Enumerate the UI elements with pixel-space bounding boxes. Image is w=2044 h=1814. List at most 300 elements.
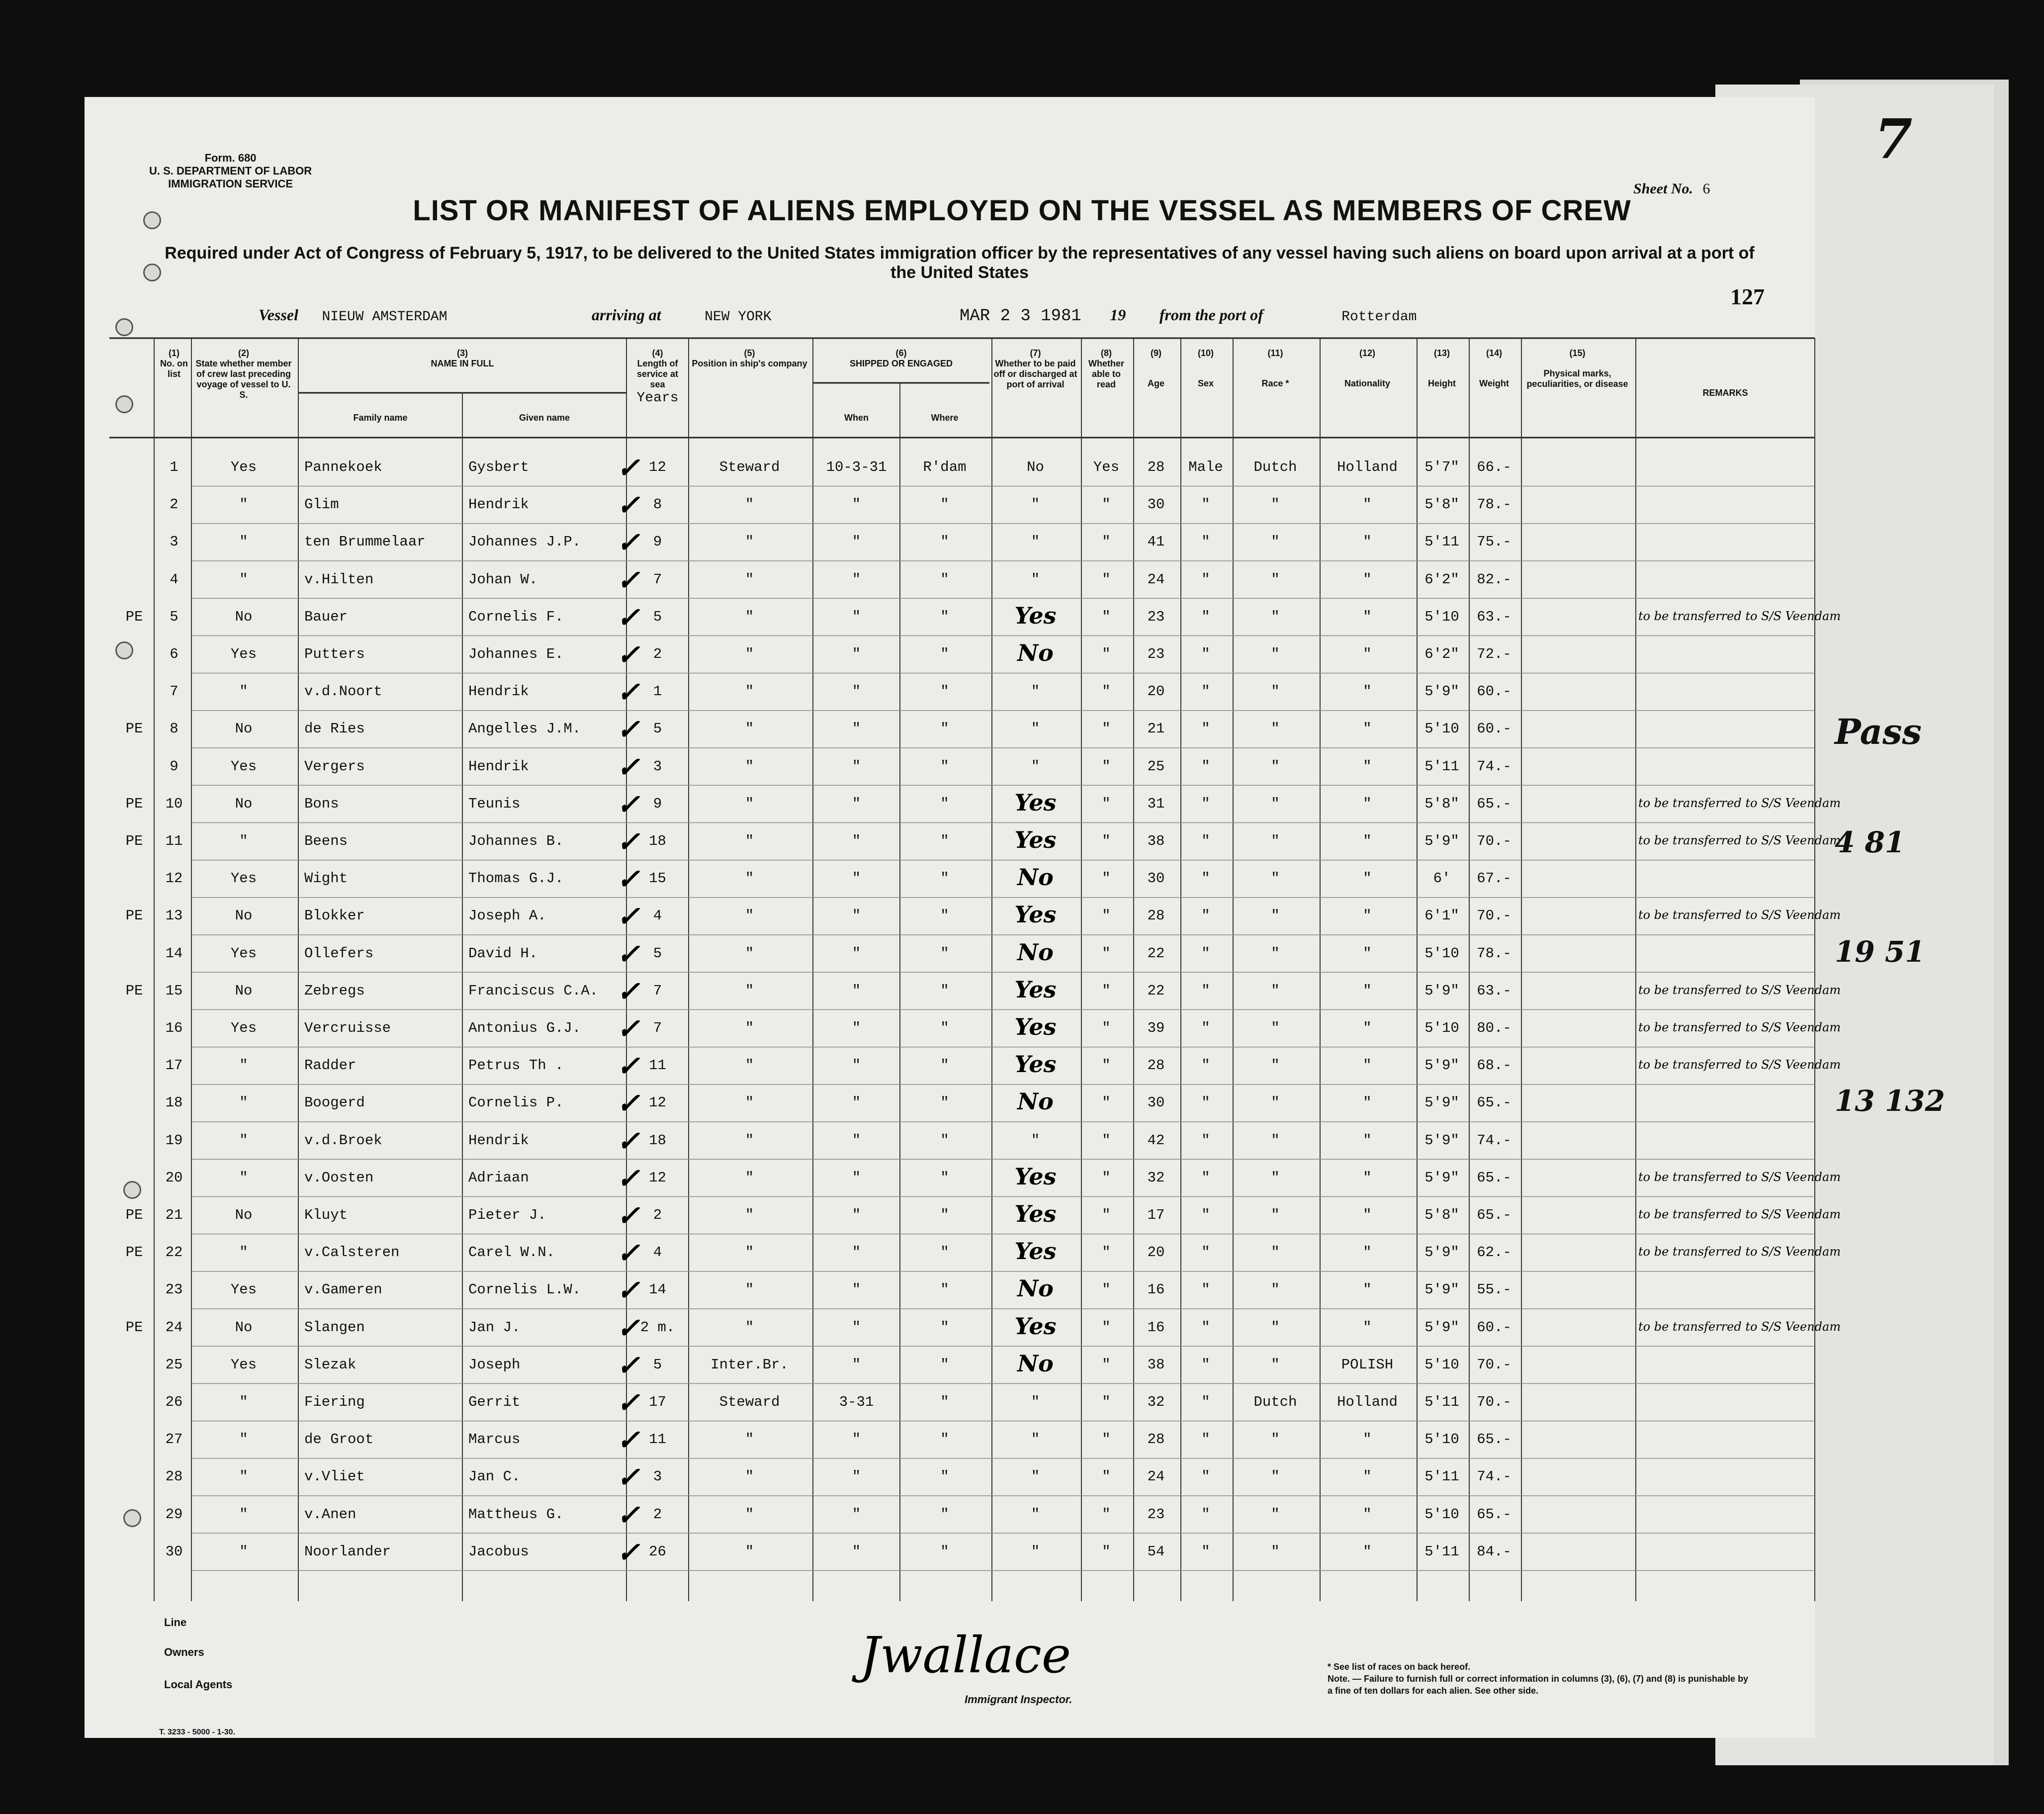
cell-where: " xyxy=(940,1281,949,1298)
cell-service: 5 xyxy=(653,608,662,625)
check-mark-icon: ✓ xyxy=(617,1124,640,1158)
col-header-name: (3) NAME IN FULL xyxy=(431,348,494,368)
cell-service: 3 xyxy=(653,758,662,775)
cell-sex: " xyxy=(1201,534,1210,550)
cell-position: " xyxy=(745,1094,754,1111)
check-mark-icon: ✓ xyxy=(617,1424,640,1457)
cell-age: 39 xyxy=(1147,1020,1165,1036)
cell-age: 24 xyxy=(1147,571,1165,588)
local-agents-label: Local Agents xyxy=(164,1678,233,1691)
cell-where: " xyxy=(940,721,949,737)
cell-where: " xyxy=(940,982,949,999)
cell-position: " xyxy=(745,608,754,625)
cell-read: " xyxy=(1102,534,1111,550)
cell-family: Ollefers xyxy=(304,945,374,962)
cell-read: " xyxy=(1102,1506,1111,1523)
arriving-label: arriving at xyxy=(592,306,661,324)
check-mark-icon: ✓ xyxy=(617,937,640,971)
cell-family: Kluyt xyxy=(304,1207,348,1223)
cell-family: v.Hilten xyxy=(304,571,374,588)
cell-nat: " xyxy=(1363,534,1372,550)
cell-age: 23 xyxy=(1147,1506,1165,1523)
cell-where: " xyxy=(940,1057,949,1074)
cell-where: " xyxy=(940,1431,949,1448)
cell-paid-off: " xyxy=(1031,1431,1040,1448)
document-subtitle: Required under Act of Congress of February 5, 1917, to be delivered to the United States immigration officer by the representatives of any vessel having such aliens on board upon arrival at a port of the United States xyxy=(165,244,1755,282)
cell-where: " xyxy=(940,1394,949,1410)
from-port: Rotterdam xyxy=(1341,309,1417,325)
check-mark-icon: ✓ xyxy=(617,1461,640,1494)
cell-sex: " xyxy=(1201,1319,1210,1336)
cell-when: " xyxy=(852,1431,861,1448)
cell-given: Johannes B. xyxy=(468,833,564,849)
margin-note: 7 xyxy=(1874,107,1913,171)
col-header-age: (9) Age xyxy=(1147,348,1164,388)
cell-prev: No xyxy=(235,608,253,625)
cell-paid-off: Yes xyxy=(1014,1163,1057,1190)
arrival-port: NEW YORK xyxy=(705,309,772,325)
vessel-label: Vessel xyxy=(259,306,298,324)
cell-sex: " xyxy=(1201,945,1210,962)
cell-paid-off: No xyxy=(1017,938,1054,966)
cell-paid-off: " xyxy=(1031,1543,1040,1560)
cell-read: Yes xyxy=(1093,459,1120,475)
cell-prev: Yes xyxy=(230,758,257,775)
cell-sex: " xyxy=(1201,496,1210,513)
cell-height: 5'10 xyxy=(1424,945,1459,962)
cell-weight: 84.- xyxy=(1477,1543,1511,1560)
cell-race: " xyxy=(1271,907,1280,924)
cell-read: " xyxy=(1102,1020,1111,1036)
cell-paid-off: " xyxy=(1031,1394,1040,1410)
cell-where: " xyxy=(940,1244,949,1261)
cell-where: " xyxy=(940,758,949,775)
cell-family: Noorlander xyxy=(304,1543,391,1560)
cell-nat: " xyxy=(1363,721,1372,737)
cell-no: 3 xyxy=(170,534,178,550)
cell-sex: " xyxy=(1201,1468,1210,1485)
cell-remarks: to be transferred to S/S Veendam xyxy=(1638,1207,1841,1221)
cell-position: Steward xyxy=(719,1394,780,1410)
cell-when: " xyxy=(852,1132,861,1149)
cell-height: 5'9" xyxy=(1424,1132,1459,1149)
cell-weight: 65.- xyxy=(1477,1207,1511,1223)
print-code: T. 3233 - 5000 - 1-30. xyxy=(159,1728,235,1736)
cell-height: 5'9" xyxy=(1424,982,1459,999)
cell-no: 4 xyxy=(170,571,178,588)
cell-service: 2 xyxy=(653,1506,662,1523)
cell-no: 13 xyxy=(165,907,183,924)
cell-prev: No xyxy=(235,721,253,737)
cell-age: 42 xyxy=(1147,1132,1165,1149)
cell-pe: PE xyxy=(125,833,143,849)
page-number: 127 xyxy=(1730,284,1765,309)
cell-nat: " xyxy=(1363,1132,1372,1149)
cell-nat: " xyxy=(1363,1169,1372,1186)
cell-nat: " xyxy=(1363,683,1372,700)
cell-no: 25 xyxy=(165,1356,183,1373)
cell-position: " xyxy=(745,1543,754,1560)
col-header-shipped: (6) SHIPPED OR ENGAGED xyxy=(849,348,953,368)
cell-age: 17 xyxy=(1147,1207,1165,1223)
cell-position: " xyxy=(745,795,754,812)
cell-when: " xyxy=(852,1281,861,1298)
cell-height: 5'9" xyxy=(1424,1057,1459,1074)
cell-race: " xyxy=(1271,1319,1280,1336)
cell-no: 20 xyxy=(165,1169,183,1186)
cell-where: " xyxy=(940,1169,949,1186)
cell-nat: " xyxy=(1363,1281,1372,1298)
cell-given: Jan C. xyxy=(468,1468,521,1485)
cell-service: 5 xyxy=(653,721,662,737)
cell-prev: " xyxy=(239,1132,248,1149)
cell-weight: 65.- xyxy=(1477,795,1511,812)
col-header-read: (8) Whether able to read xyxy=(1088,348,1124,389)
cell-given: Hendrik xyxy=(468,758,529,775)
cell-family: ten Brummelaar xyxy=(304,534,426,550)
cell-given: Cornelis F. xyxy=(468,608,564,625)
cell-prev: " xyxy=(239,496,248,513)
cell-position: " xyxy=(745,1506,754,1523)
cell-prev: No xyxy=(235,795,253,812)
cell-paid-off: Yes xyxy=(1014,1238,1057,1265)
cell-nat: " xyxy=(1363,608,1372,625)
cell-prev: Yes xyxy=(230,870,257,887)
cell-age: 24 xyxy=(1147,1468,1165,1485)
cell-when: " xyxy=(852,534,861,550)
cell-race: " xyxy=(1271,1468,1280,1485)
cell-where: " xyxy=(940,496,949,513)
cell-prev: " xyxy=(239,1094,248,1111)
cell-race: " xyxy=(1271,721,1280,737)
cell-no: 7 xyxy=(170,683,178,700)
cell-where: " xyxy=(940,833,949,849)
cell-given: Johan W. xyxy=(468,571,538,588)
cell-family: Blokker xyxy=(304,907,365,924)
vessel-name: NIEUW AMSTERDAM xyxy=(322,309,447,325)
cell-pe: PE xyxy=(125,721,143,737)
check-mark-icon: ✓ xyxy=(617,638,640,671)
margin-note: 19 51 xyxy=(1835,935,1925,969)
cell-race: " xyxy=(1271,646,1280,662)
cell-weight: 62.- xyxy=(1477,1244,1511,1261)
cell-nat: Holland xyxy=(1337,1394,1398,1410)
cell-height: 5'9" xyxy=(1424,1281,1459,1298)
cell-prev: " xyxy=(239,571,248,588)
cell-where: R'dam xyxy=(923,459,967,475)
cell-sex: " xyxy=(1201,646,1210,662)
cell-weight: 72.- xyxy=(1477,646,1511,662)
cell-sex: Male xyxy=(1188,459,1223,475)
sheet-value: 6 xyxy=(1702,181,1710,197)
cell-sex: " xyxy=(1201,1020,1210,1036)
cell-height: 5'9" xyxy=(1424,1244,1459,1261)
cell-family: v.Anen xyxy=(304,1506,356,1523)
cell-nat: " xyxy=(1363,571,1372,588)
year-label: 19 xyxy=(1110,306,1126,324)
cell-weight: 82.- xyxy=(1477,571,1511,588)
cell-read: " xyxy=(1102,1319,1111,1336)
cell-read: " xyxy=(1102,1543,1111,1560)
cell-where: " xyxy=(940,1319,949,1336)
cell-given: Johannes E. xyxy=(468,646,564,662)
cell-weight: 67.- xyxy=(1477,870,1511,887)
check-mark-icon: ✓ xyxy=(617,452,640,484)
cell-read: " xyxy=(1102,646,1111,662)
cell-position: " xyxy=(745,534,754,550)
cell-remarks: to be transferred to S/S Veendam xyxy=(1638,908,1841,922)
cell-read: " xyxy=(1102,571,1111,588)
cell-age: 38 xyxy=(1147,833,1165,849)
cell-service: 5 xyxy=(653,1356,662,1373)
cell-race: " xyxy=(1271,571,1280,588)
cell-weight: 70.- xyxy=(1477,907,1511,924)
line-label: Line xyxy=(164,1616,187,1629)
cell-nat: " xyxy=(1363,833,1372,849)
cell-when: " xyxy=(852,1356,861,1373)
cell-paid-off: Yes xyxy=(1014,976,1057,1003)
cell-age: 23 xyxy=(1147,608,1165,625)
col-header-height: (13) Height xyxy=(1428,348,1456,388)
cell-read: " xyxy=(1102,1394,1111,1410)
cell-race: Dutch xyxy=(1253,1394,1297,1410)
cell-sex: " xyxy=(1201,1207,1210,1223)
cell-where: " xyxy=(940,534,949,550)
cell-nat: " xyxy=(1363,1468,1372,1485)
cell-age: 28 xyxy=(1147,1431,1165,1448)
cell-race: " xyxy=(1271,1506,1280,1523)
cell-paid-off: " xyxy=(1031,1132,1040,1149)
cell-remarks: to be transferred to S/S Veendam xyxy=(1638,796,1841,810)
cell-prev: Yes xyxy=(230,1356,257,1373)
cell-age: 32 xyxy=(1147,1169,1165,1186)
cell-height: 5'8" xyxy=(1424,795,1459,812)
cell-height: 5'9" xyxy=(1424,833,1459,849)
cell-race: " xyxy=(1271,1094,1280,1111)
cell-when: " xyxy=(852,1169,861,1186)
cell-race: " xyxy=(1271,1431,1280,1448)
cell-when: " xyxy=(852,1468,861,1485)
check-mark-icon: ✓ xyxy=(617,900,640,933)
cell-sex: " xyxy=(1201,683,1210,700)
cell-remarks: to be transferred to S/S Veendam xyxy=(1638,1058,1841,1072)
cell-paid-off: " xyxy=(1031,721,1040,737)
cell-read: " xyxy=(1102,1169,1111,1186)
service-name: IMMIGRATION SERVICE xyxy=(168,178,293,190)
cell-no: 29 xyxy=(165,1506,183,1523)
check-mark-icon: ✓ xyxy=(617,975,640,1008)
cell-where: " xyxy=(940,1132,949,1149)
footnotes xyxy=(1328,1661,1755,1697)
cell-when: " xyxy=(852,1057,861,1074)
cell-sex: " xyxy=(1201,1057,1210,1074)
check-mark-icon: ✓ xyxy=(617,1536,640,1569)
cell-no: 16 xyxy=(165,1020,183,1036)
cell-paid-off: No xyxy=(1017,639,1054,666)
cell-read: " xyxy=(1102,1356,1111,1373)
cell-position: " xyxy=(745,1020,754,1036)
cell-age: 28 xyxy=(1147,459,1165,475)
cell-sex: " xyxy=(1201,608,1210,625)
cell-age: 28 xyxy=(1147,907,1165,924)
cell-remarks: to be transferred to S/S Veendam xyxy=(1638,1170,1841,1184)
cell-prev: " xyxy=(239,1506,248,1523)
cell-race: " xyxy=(1271,1057,1280,1074)
cell-height: 6' xyxy=(1433,870,1451,887)
sheet-label: Sheet No. xyxy=(1633,181,1693,197)
cell-nat: " xyxy=(1363,1244,1372,1261)
cell-when: " xyxy=(852,982,861,999)
cell-age: 25 xyxy=(1147,758,1165,775)
cell-position: " xyxy=(745,1244,754,1261)
cell-where: " xyxy=(940,945,949,962)
cell-prev: " xyxy=(239,833,248,849)
check-mark-icon: ✓ xyxy=(617,1012,640,1045)
check-mark-icon: ✓ xyxy=(617,750,640,784)
cell-paid-off: Yes xyxy=(1014,826,1057,853)
check-mark-icon: ✓ xyxy=(617,1274,640,1307)
cell-service: 4 xyxy=(653,1244,662,1261)
col-header-position: (5) Position in ship's company xyxy=(692,348,807,368)
cell-height: 5'10 xyxy=(1424,1356,1459,1373)
cell-given: Adriaan xyxy=(468,1169,529,1186)
cell-race: " xyxy=(1271,1207,1280,1223)
cell-no: 8 xyxy=(170,721,178,737)
cell-family: v.d.Noort xyxy=(304,683,382,700)
cell-when: " xyxy=(852,907,861,924)
cell-height: 6'1" xyxy=(1424,907,1459,924)
cell-no: 1 xyxy=(170,459,178,475)
cell-paid-off: " xyxy=(1031,683,1040,700)
cell-given: Hendrik xyxy=(468,1132,529,1149)
cell-when: " xyxy=(852,945,861,962)
cell-prev: Yes xyxy=(230,945,257,962)
cell-given: Carel W.N. xyxy=(468,1244,555,1261)
cell-no: 12 xyxy=(165,870,183,887)
cell-given: Thomas G.J. xyxy=(468,870,564,887)
cell-given: Jacobus xyxy=(468,1543,529,1560)
cell-where: " xyxy=(940,1543,949,1560)
cell-age: 16 xyxy=(1147,1319,1165,1336)
cell-weight: 63.- xyxy=(1477,982,1511,999)
cell-position: " xyxy=(745,1132,754,1149)
cell-paid-off: " xyxy=(1031,1468,1040,1485)
cell-age: 16 xyxy=(1147,1281,1165,1298)
cell-paid-off: Yes xyxy=(1014,901,1057,928)
cell-where: " xyxy=(940,907,949,924)
cell-age: 54 xyxy=(1147,1543,1165,1560)
cell-paid-off: " xyxy=(1031,571,1040,588)
cell-sex: " xyxy=(1201,795,1210,812)
cell-prev: Yes xyxy=(230,459,257,475)
cell-service: 2 xyxy=(653,1207,662,1223)
cell-height: 5'10 xyxy=(1424,1506,1459,1523)
cell-prev: " xyxy=(239,1394,248,1410)
cell-family: de Ries xyxy=(304,721,365,737)
check-mark-icon: ✓ xyxy=(617,825,640,858)
col-header-no: (1) No. on list xyxy=(160,348,188,379)
check-mark-icon: ✓ xyxy=(617,713,640,746)
cell-weight: 78.- xyxy=(1477,496,1511,513)
margin-note: 4 81 xyxy=(1835,825,1905,859)
cell-family: Slangen xyxy=(304,1319,365,1336)
cell-position: " xyxy=(745,907,754,924)
cell-paid-off: No xyxy=(1027,459,1044,475)
cell-paid-off: Yes xyxy=(1014,1312,1057,1340)
check-mark-icon: ✓ xyxy=(617,1386,640,1419)
check-mark-icon: ✓ xyxy=(617,1050,640,1083)
cell-sex: " xyxy=(1201,1431,1210,1448)
cell-race: " xyxy=(1271,833,1280,849)
cell-family: Pannekoek xyxy=(304,459,382,475)
cell-paid-off: Yes xyxy=(1014,789,1057,816)
cell-service: 1 xyxy=(653,683,662,700)
cell-service: 7 xyxy=(653,982,662,999)
cell-no: 9 xyxy=(170,758,178,775)
cell-given: Jan J. xyxy=(468,1319,521,1336)
cell-position: " xyxy=(745,833,754,849)
cell-nat: " xyxy=(1363,1543,1372,1560)
cell-age: 20 xyxy=(1147,1244,1165,1261)
check-mark-icon: ✓ xyxy=(617,1498,640,1532)
cell-family: v.Gameren xyxy=(304,1281,382,1298)
cell-read: " xyxy=(1102,795,1111,812)
cell-service: 12 xyxy=(649,1169,666,1186)
cell-where: " xyxy=(940,795,949,812)
cell-given: Gysbert xyxy=(468,459,529,475)
cell-race: " xyxy=(1271,496,1280,513)
inspector-label: Immigrant Inspector. xyxy=(965,1693,1072,1706)
cell-paid-off: " xyxy=(1031,534,1040,550)
cell-position: " xyxy=(745,1431,754,1448)
cell-position: " xyxy=(745,1319,754,1336)
cell-no: 28 xyxy=(165,1468,183,1485)
cell-age: 30 xyxy=(1147,496,1165,513)
cell-service: 8 xyxy=(653,496,662,513)
cell-weight: 55.- xyxy=(1477,1281,1511,1298)
cell-prev: " xyxy=(239,534,248,550)
cell-prev: " xyxy=(239,683,248,700)
cell-paid-off: No xyxy=(1017,1275,1054,1302)
cell-remarks: to be transferred to S/S Veendam xyxy=(1638,1020,1841,1034)
cell-given: Joseph xyxy=(468,1356,521,1373)
col-header-when: When xyxy=(844,413,869,423)
cell-read: " xyxy=(1102,833,1111,849)
cell-weight: 65.- xyxy=(1477,1506,1511,1523)
cell-race: " xyxy=(1271,1543,1280,1560)
cell-position: " xyxy=(745,496,754,513)
cell-pe: PE xyxy=(125,1319,143,1336)
cell-weight: 74.- xyxy=(1477,1468,1511,1485)
cell-height: 6'2" xyxy=(1424,571,1459,588)
inspector-signature: Jwallace xyxy=(860,1626,1071,1684)
cell-family: Vergers xyxy=(304,758,365,775)
cell-when: " xyxy=(852,571,861,588)
cell-family: Bons xyxy=(304,795,339,812)
cell-service: 12 xyxy=(649,459,666,475)
cell-position: " xyxy=(745,571,754,588)
cell-family: Beens xyxy=(304,833,348,849)
cell-prev: Yes xyxy=(230,1020,257,1036)
cell-sex: " xyxy=(1201,571,1210,588)
cell-prev: No xyxy=(235,907,253,924)
margin-note: Pass xyxy=(1835,711,1922,752)
cell-nat: " xyxy=(1363,945,1372,962)
cell-paid-off: No xyxy=(1017,1350,1054,1377)
cell-sex: " xyxy=(1201,982,1210,999)
cell-weight: 70.- xyxy=(1477,1394,1511,1410)
cell-weight: 74.- xyxy=(1477,1132,1511,1149)
